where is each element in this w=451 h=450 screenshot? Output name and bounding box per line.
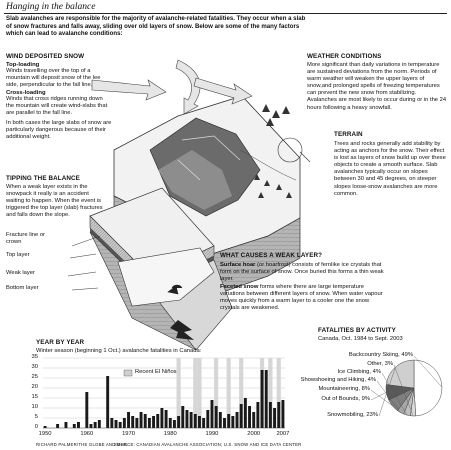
activity-chart-heading: FATALITIES BY ACTIVITY bbox=[318, 327, 396, 334]
year-chart-bar bbox=[269, 402, 272, 428]
year-chart-y-tick: 10 bbox=[31, 404, 38, 410]
year-chart-y-tick: 30 bbox=[31, 364, 38, 370]
year-chart-bar bbox=[277, 402, 280, 428]
year-chart-y-tick: 0 bbox=[34, 424, 38, 430]
year-chart-bar bbox=[56, 424, 59, 428]
year-chart-bar bbox=[185, 410, 188, 428]
year-chart-bar bbox=[115, 420, 118, 428]
year-chart-bar bbox=[198, 416, 201, 428]
year-chart-bar bbox=[177, 416, 180, 428]
year-chart-bar bbox=[127, 412, 130, 428]
year-chart-bar bbox=[94, 422, 97, 428]
weather-heading: WEATHER CONDITIONS bbox=[307, 53, 382, 60]
year-chart-bar bbox=[85, 392, 88, 428]
pie-label-other: Other, 3% bbox=[367, 361, 393, 367]
pie-slice-backcountry-skiing bbox=[414, 360, 442, 416]
crossloading-text: Winds that cross ridges running down the mountain will create wind-slabs that are parallel to the fall line. bbox=[6, 96, 108, 117]
credit-text: RICHARD PALMER/THE GLOBE AND MAIL bbox=[36, 442, 128, 447]
pie-label-snowshoeing: Showshoeing and Hiking, 4% bbox=[300, 377, 376, 383]
tipping-text: When a weak layer exists in the snowpack it really is an accident waiting to happen. When the event is triggered the top layer (slab) fractures and falls down the slope. bbox=[6, 184, 103, 219]
el-nino-legend-swatch bbox=[124, 370, 132, 376]
faceted-snow-text: Faceted snow forms where there are large temperature variations between different layers of snow. When water vapour moves quickly from a warm layer to a cooler one the snow crystals are weakened. bbox=[220, 284, 383, 312]
pie-label-mountaineering: Mountaineering, 8% bbox=[318, 386, 370, 392]
year-chart-bar bbox=[106, 376, 109, 428]
year-chart-bar bbox=[169, 418, 172, 428]
year-chart-bar bbox=[181, 406, 184, 428]
label-weak-layer: Weak layer bbox=[6, 270, 35, 276]
label-top-layer: Top layer bbox=[6, 252, 30, 258]
year-chart-bar bbox=[173, 420, 176, 428]
year-chart-bar bbox=[119, 422, 122, 428]
year-chart-x-tick: 1980 bbox=[163, 431, 177, 437]
label-fracture-line: Fracture line or crown bbox=[6, 232, 45, 245]
year-chart-x-tick: 1970 bbox=[122, 431, 135, 437]
year-chart-subtitle: Winter season (beginning 1 Oct.) avalanche fatalities in Canada: bbox=[36, 348, 202, 354]
year-chart-x-tick: 1960 bbox=[80, 431, 94, 437]
year-chart-bar bbox=[252, 412, 255, 428]
year-chart-bar bbox=[156, 414, 159, 428]
el-nino-legend-label: Recent El Niños bbox=[135, 369, 177, 375]
pie-label-snowmobiling: Snowmobiling, 23% bbox=[327, 412, 378, 418]
toploading-text: Winds travelling over the top of a mountain will deposit snow of the lee side, perpendicular to the fall line. bbox=[6, 68, 101, 89]
year-chart-bar bbox=[248, 406, 251, 428]
year-chart-bar bbox=[281, 400, 284, 428]
crossloading-title: Cross-loading bbox=[6, 90, 46, 97]
year-chart-bar bbox=[110, 418, 113, 428]
year-chart-bar bbox=[148, 418, 151, 428]
activity-chart-subtitle: Canada, Oct. 1984 to Sept. 2003 bbox=[318, 336, 403, 342]
activity-pie-chart bbox=[386, 360, 442, 416]
year-chart-bar bbox=[144, 414, 147, 428]
both-cases-text: In both cases the large slabs of snow are particularly dangerous because of their additional weight. bbox=[6, 119, 112, 140]
year-chart-bar bbox=[244, 398, 247, 428]
wind-heading: WIND DEPOSITED SNOW bbox=[6, 53, 85, 60]
year-chart-bar bbox=[215, 406, 218, 428]
year-chart-bar bbox=[240, 404, 243, 428]
year-chart-heading: YEAR BY YEAR bbox=[36, 339, 85, 346]
year-chart-bar bbox=[211, 400, 214, 428]
source-text: SOURCE: CANADIAN AVALANCHE ASSOCIATION; U.S. SNOW AND ICE DATA CENTER bbox=[114, 442, 302, 447]
pie-label-backcountry: Backcountry Skiing, 49% bbox=[348, 352, 413, 358]
year-chart-bar bbox=[160, 408, 163, 428]
year-chart-x-tick: 1990 bbox=[205, 431, 219, 437]
intro-text: Slab avalanches are responsible for the majority of avalanche-related fatalities. They occur when a slab of snow fractures and falls away, sliding over old layers of snow. Below are some of the many factors which can lead to avalanche conditions: bbox=[6, 15, 306, 38]
year-chart-bar bbox=[206, 410, 209, 428]
year-chart-bar bbox=[256, 402, 259, 428]
weather-text: More significant than daily variations in temperature are sustained deviations from the norm. Periods of warm weather will weaken the upper layers of snow,and prolonged spells of freezing temperatures can prevent the new snow from stabilizing. Avalanches are most likely to occur during or in the 24 hours following a heavy snowfall. bbox=[307, 62, 447, 111]
year-chart-bar bbox=[194, 414, 197, 428]
year-chart-bar bbox=[135, 418, 138, 428]
wind-section bbox=[6, 62, 112, 141]
year-chart-bar bbox=[223, 418, 226, 428]
year-chart-bar bbox=[190, 412, 193, 428]
year-chart-y-tick: 25 bbox=[31, 374, 38, 380]
tipping-heading: TIPPING THE BALANCE bbox=[6, 175, 80, 182]
year-chart-bar bbox=[98, 420, 101, 428]
surface-hoar-text: Surface hoar (or hoarfrost) consists of fernlike ice crystals that form on the surface of snow. Once buried this forms a thin weak layer. bbox=[220, 262, 384, 283]
pie-label-out-of-bounds: Out of Bounds, 9% bbox=[321, 396, 370, 402]
year-chart-bar bbox=[64, 422, 67, 428]
year-chart-bar bbox=[73, 424, 76, 428]
pie-leader-line bbox=[371, 392, 386, 400]
year-chart-bar bbox=[140, 412, 143, 428]
terrain-heading: TERRAIN bbox=[334, 131, 363, 138]
weak-layer-heading: WHAT CAUSES A WEAK LAYER? bbox=[220, 252, 323, 259]
year-chart-bar bbox=[123, 418, 126, 428]
year-chart-bar bbox=[202, 418, 205, 428]
year-chart-y-tick: 5 bbox=[34, 414, 38, 420]
year-chart-x-tick: 2000 bbox=[247, 431, 261, 437]
year-chart-bar bbox=[273, 408, 276, 428]
year-chart-y-tick: 15 bbox=[31, 394, 38, 400]
year-chart-x-tick: 1950 bbox=[38, 431, 52, 437]
year-chart-bar bbox=[152, 416, 155, 428]
terrain-text: Trees and rocks generally add stability by acting as anchors for the snow. Their effect is lost as layers of snow build up over these objects to create a smooth surface. Slab avalanches typically occur on slopes between 30 and 45 degrees, on steeper slopes loose-snow avalanches are more common. bbox=[334, 141, 446, 197]
page-title: Hanging in the balance bbox=[6, 2, 96, 12]
year-chart-x-tick: 2007 bbox=[276, 431, 290, 437]
pie-label-ice-climbing: Ice Climbing, 4% bbox=[337, 369, 381, 375]
year-chart-bar bbox=[219, 412, 222, 428]
year-chart-bar bbox=[77, 422, 80, 428]
label-bottom-layer: Bottom layer bbox=[6, 285, 39, 291]
year-chart-bar bbox=[131, 416, 134, 428]
year-chart-bar bbox=[90, 424, 93, 428]
year-chart-bar bbox=[231, 416, 234, 428]
year-chart-bar bbox=[165, 410, 168, 428]
toploading-title: Top-loading bbox=[6, 62, 40, 68]
year-chart-y-tick: 35 bbox=[31, 354, 38, 360]
year-chart-bar bbox=[236, 412, 239, 428]
year-chart-bar bbox=[261, 370, 264, 428]
year-chart-y-tick: 20 bbox=[31, 384, 38, 390]
title-divider bbox=[4, 13, 447, 14]
year-chart-bar bbox=[227, 414, 230, 428]
